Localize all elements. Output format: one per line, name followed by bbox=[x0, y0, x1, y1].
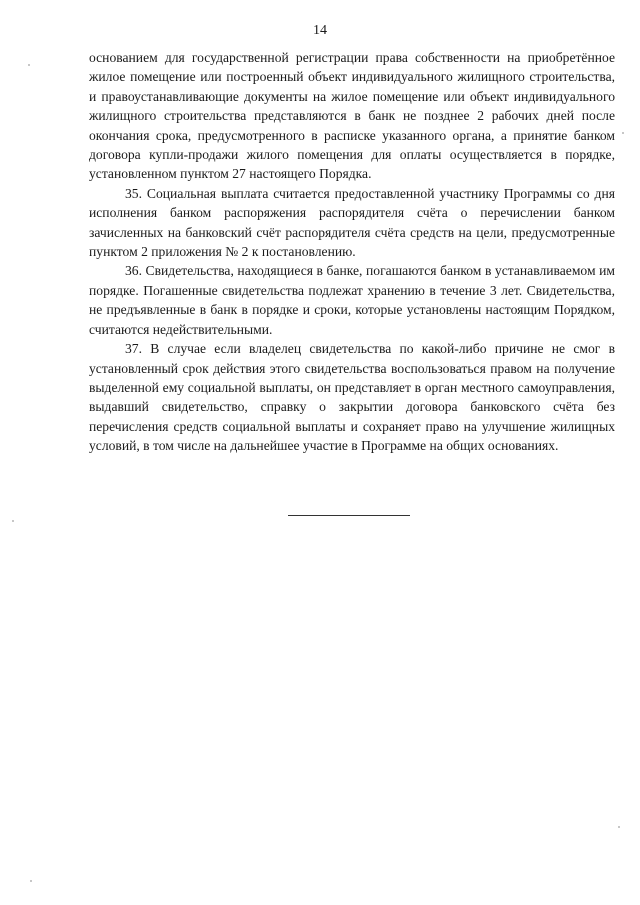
scan-speck bbox=[12, 520, 14, 522]
document-body bbox=[89, 48, 615, 456]
closing-rule bbox=[288, 515, 410, 516]
page-number: 14 bbox=[313, 23, 327, 38]
paragraph-35: 35. Социальная выплата считается предоставленной участнику Программы со дня исполнения банком распоряжения распорядителя счёта о перечислении банком зачисленных на банковский счёт распорядителя счёта средств на цели, предусмотренные пунктом 2 приложения № 2 к постановлению. bbox=[89, 185, 615, 260]
scan-speck bbox=[28, 64, 30, 66]
scan-speck bbox=[30, 880, 32, 882]
paragraph-37: 37. В случае если владелец свидетельства по какой-либо причине не смог в установленный срок действия этого свидетельства воспользоваться правом на получение выделенной ему социальной выплаты, он представляет в орган местного самоуправления, выдавший свидетельство, справку о закрытии договора банковского счёта без перечисления средств социальной выплаты и сохраняет право на улучшение жилищных условий, в том числе на дальнейшее участие в Программе на общих основаниях. bbox=[89, 341, 615, 454]
scan-speck bbox=[622, 132, 624, 134]
paragraph-continuation: основанием для государственной регистрации права собственности на приобретённое жилое помещение или построенный объект индивидуального жилищного строительства, и правоустанавливающие документы на жилое помещение или объект индивидуального жилищного строительства представляются в банк не позднее 2 рабочих дней после окончания срока, предусмотренного в расписке указанного органа, а принятие банком договора купли-продажи жилого помещения для оплаты осуществляется в порядке, установленном пунктом 27 настоящего Порядка. bbox=[89, 50, 615, 182]
paragraph-36: 36. Свидетельства, находящиеся в банке, погашаются банком в устанавливаемом им порядке. Погашенные свидетельства подлежат хранению в течение 3 лет. Свидетельства, не предъявленные в банк в порядке и сроки, которые установлены настоящим Порядком, считаются недействительными. bbox=[89, 263, 615, 337]
scan-speck bbox=[618, 826, 620, 828]
